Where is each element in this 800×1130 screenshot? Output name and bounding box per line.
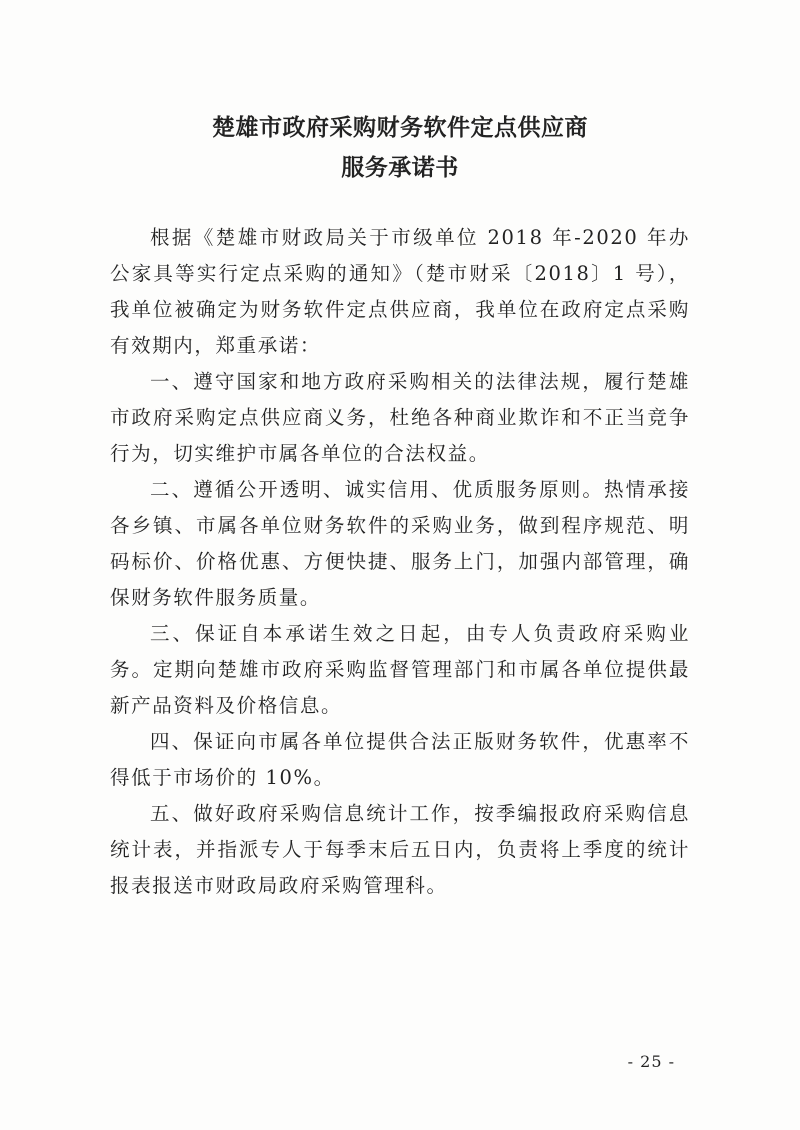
- paragraph-intro: 根据《楚雄市财政局关于市级单位 2018 年-2020 年办公家具等实行定点采购的通知》（楚市财采〔2018〕1 号），我单位被确定为财务软件定点供应商，我单位在政府定点采购有效期内，郑重承诺：: [110, 226, 690, 357]
- document-title-line-1: 楚雄市政府采购财务软件定点供应商: [212, 114, 588, 141]
- paragraph-commitment-2: 二、遵循公开透明、诚实信用、优质服务原则。热情承接各乡镇、市属各单位财务软件的采购业务，做到程序规范、明码标价、价格优惠、方便快捷、服务上门，加强内部管理，确保财务软件服务质量。: [110, 478, 690, 609]
- paragraph-commitment-4: 四、保证向市属各单位提供合法正版财务软件，优惠率不得低于市场价的 10%。: [110, 730, 690, 789]
- page-number: - 25 -: [627, 1052, 675, 1071]
- paragraph-commitment-3: 三、保证自本承诺生效之日起，由专人负责政府采购业务。定期向楚雄市政府采购监督管理部门和市属各单位提供最新产品资料及价格信息。: [110, 622, 690, 717]
- document-body: [110, 220, 690, 904]
- paragraph-commitment-5: 五、做好政府采购信息统计工作，按季编报政府采购信息统计表，并指派专人于每季末后五日内，负责将上季度的统计报表报送市财政局政府采购管理科。: [110, 802, 690, 897]
- paragraph-commitment-1: 一、遵守国家和地方政府采购相关的法律法规，履行楚雄市政府采购定点供应商义务，杜绝各种商业欺诈和不正当竞争行为，切实维护市属各单位的合法权益。: [110, 370, 690, 465]
- document-title-line-2: 服务承诺书: [341, 154, 459, 181]
